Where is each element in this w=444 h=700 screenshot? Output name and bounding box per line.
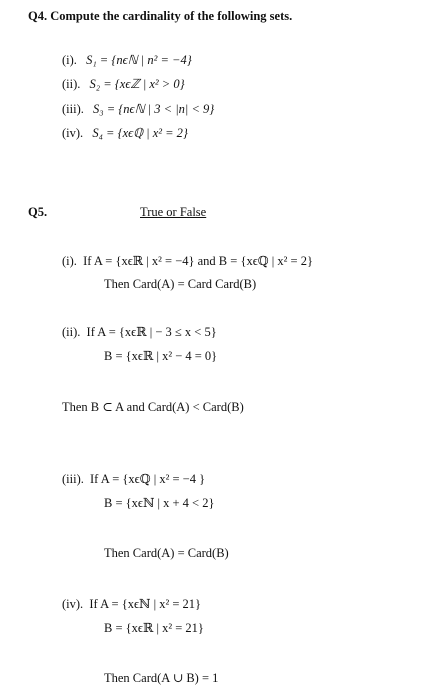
q5-subtitle: True or False	[140, 205, 207, 219]
q5-iii-label: (iii).	[62, 472, 84, 486]
q5-i-label: (i).	[62, 254, 77, 268]
q4-item-expr: S₃ = {nϵℕ | 3 < |n| < 9}	[93, 102, 215, 116]
q4-item-expr: S₁ = {nϵℕ | n² = −4}	[86, 53, 192, 67]
q4-item-ii	[62, 76, 185, 92]
q5-iii-line2: B = {xϵℕ | x + 4 < 2}	[104, 496, 215, 510]
q4-item-label: (iv).	[62, 126, 84, 140]
q5-ii-line1	[62, 324, 217, 340]
q4-item-expr: S₄ = {xϵℚ | x² = 2}	[92, 126, 188, 140]
q5-i-line1	[62, 253, 313, 269]
q4-item-iv	[62, 125, 188, 141]
q5-i-line2: Then Card(A) = Card Card(B)	[104, 277, 257, 291]
q5-ii-line3: Then B ⊂ A and Card(A) < Card(B)	[62, 400, 244, 414]
q5-label: Q5.	[28, 205, 48, 219]
q5-ii-expr: If A = {xϵℝ | − 3 ≤ x < 5}	[86, 325, 217, 339]
q5-ii-label: (ii).	[62, 325, 81, 339]
q4-item-label: (iii).	[62, 102, 84, 116]
q5-iv-line3: Then Card(A ∪ B) = 1	[104, 671, 219, 685]
q4-item-expr: S₂ = {xϵℤ | x² > 0}	[89, 77, 185, 91]
q5-iv-expr: If A = {xϵℕ | x² = 21}	[89, 597, 201, 611]
q5-i-expr: If A = {xϵℝ | x² = −4} and B = {xϵℚ | x² = 2}	[83, 254, 313, 268]
q4-item-label: (ii).	[62, 77, 81, 91]
q5-iii-line1	[62, 471, 205, 487]
q5-iv-line2: B = {xϵℝ | x² = 21}	[104, 621, 204, 635]
q5-ii-line2: B = {xϵℝ | x² − 4 = 0}	[104, 349, 218, 363]
q5-iv-line1	[62, 596, 201, 612]
q4-item-label: (i).	[62, 53, 77, 67]
q5-iv-label: (iv).	[62, 597, 84, 611]
q5-iii-expr: If A = {xϵℚ | x² = −4 }	[90, 472, 206, 486]
q4-item-iii	[62, 101, 214, 117]
q5-iii-line3: Then Card(A) = Card(B)	[104, 546, 229, 560]
q4-item-i	[62, 52, 192, 68]
q4-heading: Q4. Compute the cardinality of the following sets.	[28, 9, 293, 23]
